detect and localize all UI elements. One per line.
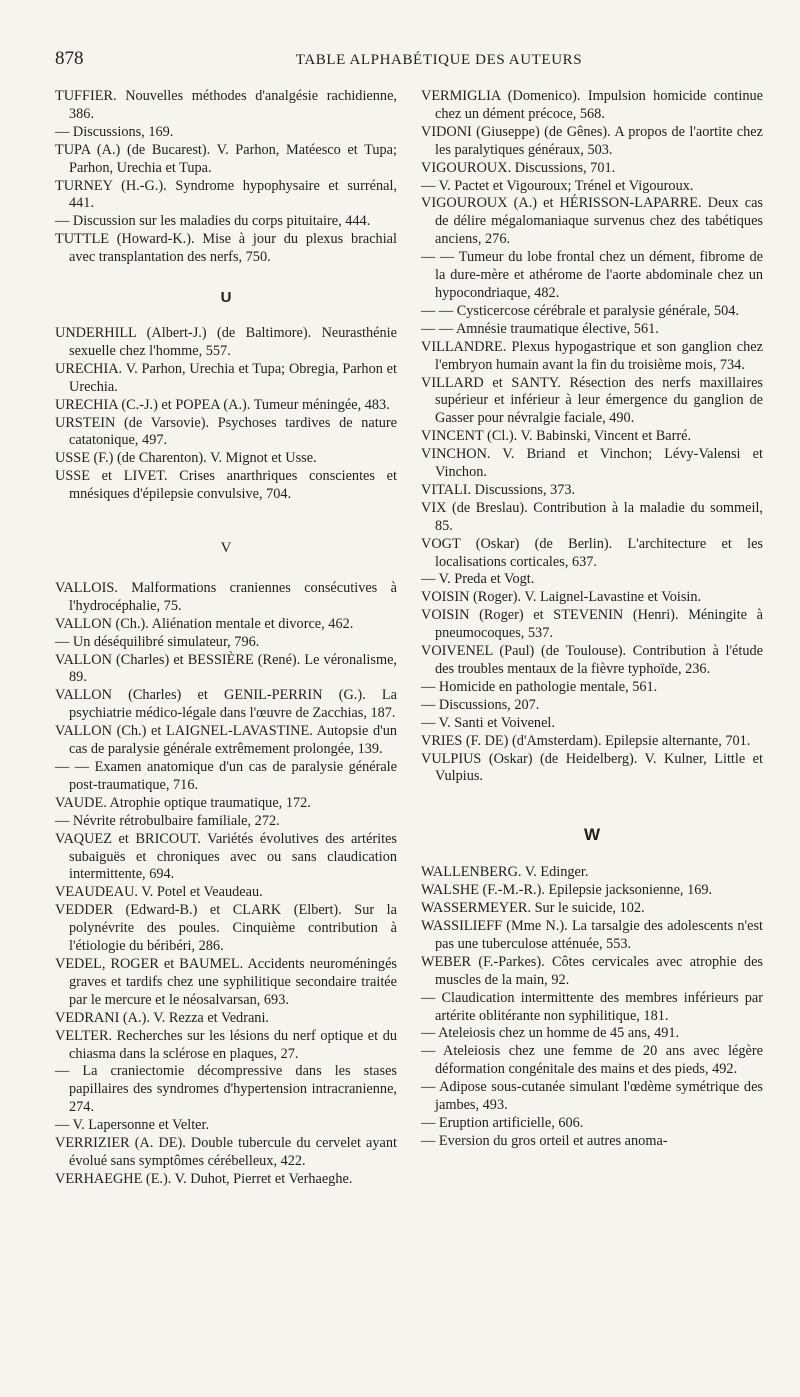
index-entry: WALLENBERG. V. Edinger.: [421, 864, 589, 881]
index-entry: VINCHON. V. Briand et Vinchon; Lévy-Valensi et Vinchon.: [421, 446, 763, 481]
index-entry: VIGOUROUX. Discussions, 701.: [421, 159, 616, 176]
index-entry: — V. Lapersonne et Velter.: [55, 1117, 210, 1134]
index-entry: — V. Preda et Vogt.: [421, 571, 535, 588]
index-entry: — Névrite rétrobulbaire familiale, 272.: [55, 812, 280, 829]
index-entry: VALLON (Ch.) et LAIGNEL-LAVASTINE. Autopsie d'un cas de paralysie générale extrêmement prolongée, 139.: [55, 723, 397, 758]
section-heading-u: U: [220, 289, 232, 307]
index-entry: VAUDE. Atrophie optique traumatique, 172.: [55, 794, 311, 811]
index-entry: TUFFIER. Nouvelles méthodes d'analgésie rachidienne, 386.: [55, 88, 397, 122]
index-entry: TURNEY (H.-G.). Syndrome hypophysaire et surrénal, 441.: [55, 177, 397, 212]
index-entry: USSE et LIVET. Crises anarthriques conscientes et mnésiques d'épilepsie convulsive, 704.: [55, 468, 397, 503]
index-entry: — — Cysticercose cérébrale et paralysie générale, 504.: [421, 302, 739, 319]
index-entry: TUTTLE (Howard-K.). Mise à jour du plexus brachial avec transplantation des nerfs, 750.: [55, 231, 397, 266]
running-title: TABLE ALPHABÉTIQUE DES AUTEURS: [295, 52, 583, 68]
index-entry: — V. Pactet et Vigouroux; Trénel et Vigouroux.: [421, 177, 694, 194]
index-entry: — V. Santi et Voivenel.: [421, 714, 555, 731]
index-entry: VILLARD et SANTY. Résection des nerfs maxillaires supérieur et inférieur à leur émergence du ganglion de Gasser pour névralgie faciale, 490.: [421, 374, 763, 427]
index-entry: WALSHE (F.-M.-R.). Epilepsie jacksonienne, 169.: [421, 882, 713, 899]
section-heading-w: W: [583, 825, 601, 845]
index-entry: VELTER. Recherches sur les lésions du nerf optique et du chiasma dans la sclérose en plaques, 27.: [55, 1027, 397, 1062]
index-entry: VERMIGLIA (Domenico). Impulsion homicide continue chez un dément précoce, 568.: [421, 88, 763, 122]
index-entry: WEBER (F.-Parkes). Côtes cervicales avec atrophie des muscles de la main, 92.: [421, 953, 763, 988]
index-entry: VALLOIS. Malformations craniennes consécutives à l'hydrocéphalie, 75.: [55, 579, 397, 614]
index-entry: — Discussions, 169.: [55, 123, 174, 140]
index-entry: — Eruption artificielle, 606.: [421, 1114, 584, 1131]
index-entry: VEDEL, ROGER et BAUMEL. Accidents neuroméningés graves et tardifs chez une syphilitique secondaire traitée par le mercure et le néosalvarsan, 693.: [55, 955, 397, 1008]
index-entry: VALLON (Charles) et BESSIÈRE (René). Le véronalisme, 89.: [55, 651, 397, 686]
entries-t: [55, 88, 397, 267]
index-entry: VITALI. Discussions, 373.: [421, 481, 576, 498]
index-entry: VOISIN (Roger). V. Laignel-Lavastine et Voisin.: [421, 589, 702, 606]
page-number: 878: [55, 48, 84, 69]
index-entry: VERHAEGHE (E.). V. Duhot, Pierret et Verhaeghe.: [55, 1170, 353, 1187]
right-column: [421, 88, 763, 1151]
page-header: [55, 48, 763, 74]
section-heading-v: V: [220, 540, 232, 557]
index-entry: VOGT (Oskar) (de Berlin). L'architecture et les localisations corticales, 637.: [421, 535, 763, 570]
index-entry: — Claudication intermittente des membres inférieurs par artérite oblitérante non syphilitique, 181.: [421, 989, 763, 1024]
index-entry: VINCENT (Cl.). V. Babinski, Vincent et Barré.: [421, 428, 692, 445]
index-entry: — Ateleiosis chez une femme de 20 ans avec légère déformation congénitale des mains et des pieds, 492.: [421, 1043, 763, 1078]
index-entry: VIX (de Breslau). Contribution à la maladie du sommeil, 85.: [421, 499, 763, 534]
index-entry: VEDRANI (A.). V. Rezza et Vedrani.: [55, 1009, 270, 1026]
index-entry: VALLON (Charles) et GENIL-PERRIN (G.). La psychiatrie médico-légale dans l'œuvre de Zacchias, 187.: [55, 687, 397, 722]
index-entry: — Adipose sous-cutanée simulant l'œdème symétrique des jambes, 493.: [421, 1079, 763, 1114]
index-entry: VRIES (F. DE) (d'Amsterdam). Epilepsie alternante, 701.: [421, 732, 751, 749]
index-entry: VOISIN (Roger) et STEVENIN (Henri). Méningite à pneumocoques, 537.: [421, 607, 763, 642]
entries-v: [55, 580, 397, 1189]
index-entry: VEAUDEAU. V. Potel et Veaudeau.: [55, 884, 263, 901]
index-entry: — — Amnésie traumatique élective, 561.: [421, 320, 659, 337]
index-entry: VOIVENEL (Paul) (de Toulouse). Contribution à l'étude des troubles mentaux de la fièvre typhoïde, 236.: [421, 643, 763, 677]
index-entry: — — Tumeur du lobe frontal chez un dément, fibrome de la dure-mère et athérome de l'aorte abdominale chez un hypocondriaque, 482.: [421, 249, 763, 301]
index-entry: VAQUEZ et BRICOUT. Variétés évolutives des artérites subaiguës et chroniques avec ou sans claudication intermittente, 694.: [55, 830, 397, 883]
index-entry: — — Examen anatomique d'un cas de paralysie générale post-traumatique, 716.: [55, 759, 397, 793]
index-entry: URSTEIN (de Varsovie). Psychoses tardives de nature catatonique, 497.: [55, 414, 397, 449]
index-entry: VIDONI (Giuseppe) (de Gênes). A propos de l'aortite chez les paralytiques généraux, 503.: [421, 123, 763, 158]
index-entry: VULPIUS (Oskar) (de Heidelberg). V. Kulner, Little et Vulpius.: [421, 750, 763, 785]
index-entry: VILLANDRE. Plexus hypogastrique et son ganglion chez l'embryon humain avant la fin du troisième mois, 734.: [421, 338, 763, 373]
index-entry: — La craniectomie décompressive dans les stases papillaires des syndromes d'hypertension intracranienne, 274.: [55, 1063, 397, 1116]
index-entry: WASSERMEYER. Sur le suicide, 102.: [421, 900, 645, 917]
entries-w: [421, 864, 763, 1151]
index-entry: VALLON (Ch.). Aliénation mentale et divorce, 462.: [55, 615, 354, 632]
index-entry: VERRIZIER (A. DE). Double tubercule du cervelet ayant évolué sans symptômes cérébelleux, 422.: [55, 1135, 397, 1169]
index-entry: URECHIA (C.-J.) et POPEA (A.). Tumeur méningée, 483.: [55, 396, 390, 413]
index-entry: — Un déséquilibré simulateur, 796.: [55, 633, 260, 650]
index-entry: — Discussions, 207.: [421, 696, 540, 713]
left-column: [55, 88, 397, 1189]
entries-v-continued: [421, 88, 763, 786]
index-entry: UNDERHILL (Albert-J.) (de Baltimore). Neurasthénie sexuelle chez l'homme, 557.: [55, 324, 397, 359]
index-entry: VIGOUROUX (A.) et HÉRISSON-LAPARRE. Deux cas de délire mégalomaniaque survenus chez des tabétiques anciens, 276.: [421, 195, 763, 248]
index-entry: — Eversion du gros orteil et autres anoma-: [421, 1132, 668, 1149]
index-entry: — Discussion sur les maladies du corps pituitaire, 444.: [55, 213, 371, 230]
entries-u: [55, 325, 397, 504]
index-entry: URECHIA. V. Parhon, Urechia et Tupa; Obregia, Parhon et Urechia.: [55, 360, 397, 395]
index-entry: TUPA (A.) (de Bucarest). V. Parhon, Matéesco et Tupa; Parhon, Urechia et Tupa.: [55, 141, 397, 176]
index-entry: — Homicide en pathologie mentale, 561.: [421, 678, 658, 695]
index-entry: — Ateleiosis chez un homme de 45 ans, 491.: [421, 1025, 680, 1042]
index-entry: WASSILIEFF (Mme N.). La tarsalgie des adolescents n'est pas une tuberculose atténuée, 553.: [421, 917, 763, 952]
index-entry: VEDDER (Edward-B.) et CLARK (Elbert). Sur la polynévrite des poules. Cinquième contribution à l'étiologie du béribéri, 286.: [55, 902, 397, 955]
index-entry: USSE (F.) (de Charenton). V. Mignot et Usse.: [55, 450, 317, 467]
